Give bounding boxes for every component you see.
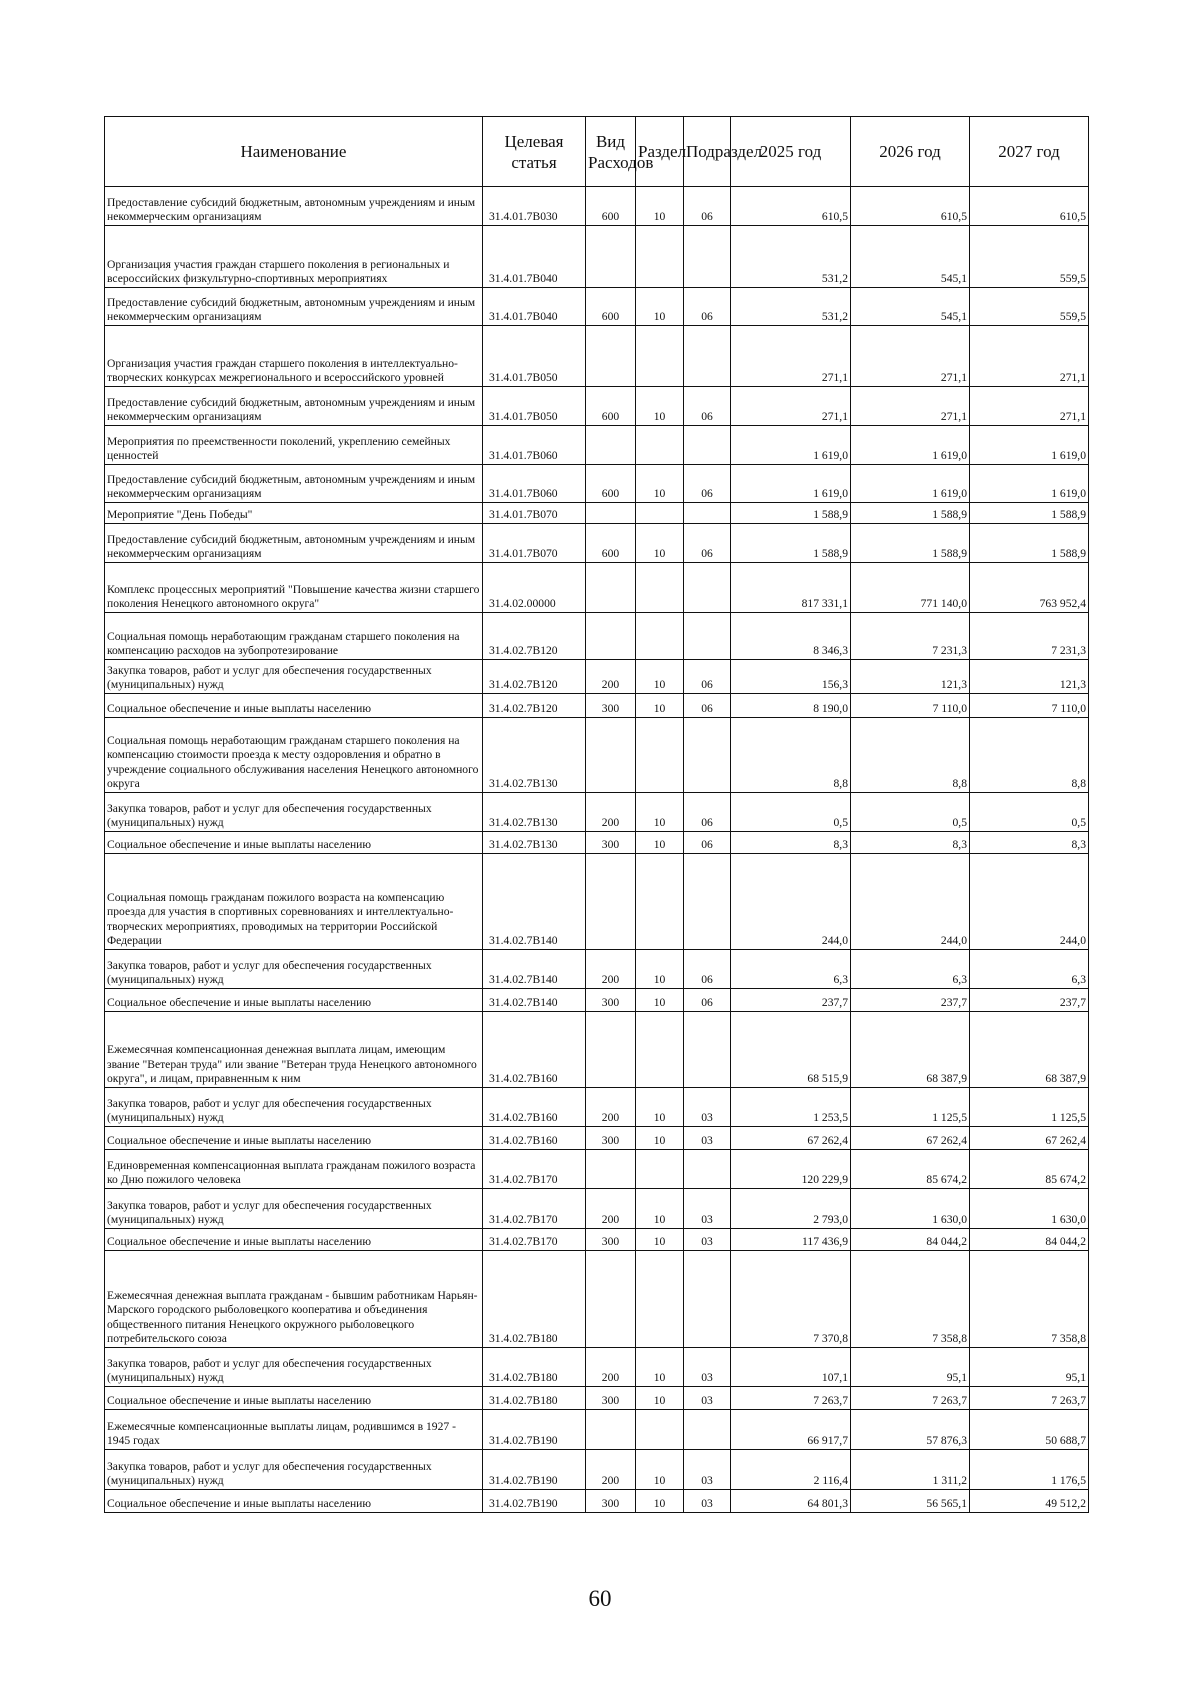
row-value-2027: 559,5	[970, 288, 1089, 326]
row-name: Мероприятие "День Победы"	[105, 503, 483, 524]
row-value-2025: 244,0	[731, 854, 851, 950]
table-row	[105, 563, 1089, 613]
row-name: Предоставление субсидий бюджетным, автономным учреждениям и иным некоммерческим организациям	[105, 288, 483, 326]
row-section: 10	[636, 1127, 684, 1150]
row-section: 10	[636, 524, 684, 563]
row-subsection	[684, 1150, 731, 1189]
row-section	[636, 563, 684, 613]
row-section: 10	[636, 989, 684, 1012]
table-row	[105, 1450, 1089, 1490]
table-row	[105, 1251, 1089, 1348]
row-name: Мероприятия по преемственности поколений, укреплению семейных ценностей	[105, 426, 483, 465]
row-value-2026: 271,1	[851, 387, 970, 426]
row-section: 10	[636, 1229, 684, 1251]
row-value-2026: 545,1	[851, 226, 970, 288]
row-value-2025: 64 801,3	[731, 1490, 851, 1513]
row-subsection: 03	[684, 1387, 731, 1410]
row-value-2025: 8 190,0	[731, 694, 851, 718]
row-value-2025: 237,7	[731, 989, 851, 1012]
row-value-2025: 117 436,9	[731, 1229, 851, 1251]
row-section	[636, 718, 684, 793]
header-2026: 2026 год	[851, 117, 970, 187]
row-target: 31.4.01.7В070	[483, 524, 586, 563]
row-expense-type: 200	[586, 1450, 636, 1490]
table-row	[105, 226, 1089, 288]
row-target: 31.4.02.7В120	[483, 660, 586, 694]
table-row	[105, 1189, 1089, 1229]
row-value-2027: 271,1	[970, 326, 1089, 387]
row-value-2026: 1 619,0	[851, 465, 970, 503]
row-subsection: 06	[684, 524, 731, 563]
row-value-2026: 271,1	[851, 326, 970, 387]
row-target: 31.4.02.7В120	[483, 694, 586, 718]
row-target: 31.4.02.7В160	[483, 1127, 586, 1150]
row-target: 31.4.02.7В130	[483, 793, 586, 832]
row-value-2025: 531,2	[731, 226, 851, 288]
row-subsection: 06	[684, 950, 731, 989]
row-subsection	[684, 1012, 731, 1088]
row-name: Единовременная компенсационная выплата гражданам пожилого возраста ко Дню пожилого человека	[105, 1150, 483, 1189]
row-expense-type: 300	[586, 694, 636, 718]
row-value-2026: 7 358,8	[851, 1251, 970, 1348]
table-row	[105, 187, 1089, 226]
row-value-2025: 1 588,9	[731, 503, 851, 524]
row-value-2026: 1 588,9	[851, 524, 970, 563]
row-subsection	[684, 1410, 731, 1450]
row-subsection: 03	[684, 1088, 731, 1127]
row-target: 31.4.01.7В060	[483, 426, 586, 465]
row-expense-type	[586, 326, 636, 387]
row-value-2027: 67 262,4	[970, 1127, 1089, 1150]
row-value-2025: 1 588,9	[731, 524, 851, 563]
table-row	[105, 989, 1089, 1012]
row-section: 10	[636, 950, 684, 989]
table-row	[105, 1490, 1089, 1513]
row-section	[636, 426, 684, 465]
row-expense-type	[586, 613, 636, 660]
row-value-2025: 8 346,3	[731, 613, 851, 660]
table-row	[105, 465, 1089, 503]
row-name: Организация участия граждан старшего поколения в региональных и всероссийских физкультурно-спортивных мероприятиях	[105, 226, 483, 288]
row-name: Закупка товаров, работ и услуг для обеспечения государственных (муниципальных) нужд	[105, 793, 483, 832]
row-section: 10	[636, 288, 684, 326]
row-section	[636, 854, 684, 950]
row-subsection: 06	[684, 387, 731, 426]
row-target: 31.4.02.7В160	[483, 1088, 586, 1127]
row-expense-type: 600	[586, 187, 636, 226]
header-section: Раздел	[636, 117, 684, 187]
row-value-2027: 8,3	[970, 832, 1089, 854]
row-name: Социальное обеспечение и иные выплаты населению	[105, 832, 483, 854]
row-value-2027: 6,3	[970, 950, 1089, 989]
header-target: Целевая статья	[483, 117, 586, 187]
table-row	[105, 660, 1089, 694]
row-name: Предоставление субсидий бюджетным, автономным учреждениям и иным некоммерческим организациям	[105, 524, 483, 563]
header-2025: 2025 год	[731, 117, 851, 187]
row-expense-type: 200	[586, 1088, 636, 1127]
row-name: Ежемесячная компенсационная денежная выплата лицам, имеющим звание "Ветеран труда" или звание "Ветеран труда Ненецкого автономного округа", и лицам, приравненным к ним	[105, 1012, 483, 1088]
row-value-2025: 2 116,4	[731, 1450, 851, 1490]
row-target: 31.4.02.7В190	[483, 1410, 586, 1450]
row-section	[636, 1410, 684, 1450]
row-target: 31.4.01.7В040	[483, 288, 586, 326]
row-name: Социальное обеспечение и иные выплаты населению	[105, 1387, 483, 1410]
row-name: Социальная помощь неработающим гражданам старшего поколения на компенсацию стоимости проезда к месту оздоровления и обратно в учреждение социального обслуживания населения Ненецкого автономного округа	[105, 718, 483, 793]
row-expense-type: 600	[586, 524, 636, 563]
row-value-2027: 50 688,7	[970, 1410, 1089, 1450]
row-value-2026: 121,3	[851, 660, 970, 694]
row-value-2025: 7 370,8	[731, 1251, 851, 1348]
table-row	[105, 326, 1089, 387]
row-name: Комплекс процессных мероприятий "Повышение качества жизни старшего поколения Ненецкого автономного округа"	[105, 563, 483, 613]
row-target: 31.4.02.7В180	[483, 1387, 586, 1410]
row-subsection: 03	[684, 1189, 731, 1229]
row-name: Закупка товаров, работ и услуг для обеспечения государственных (муниципальных) нужд	[105, 950, 483, 989]
row-value-2027: 1 630,0	[970, 1189, 1089, 1229]
row-name: Закупка товаров, работ и услуг для обеспечения государственных (муниципальных) нужд	[105, 1450, 483, 1490]
table-row	[105, 503, 1089, 524]
row-subsection: 06	[684, 989, 731, 1012]
row-value-2026: 56 565,1	[851, 1490, 970, 1513]
table-row	[105, 387, 1089, 426]
row-subsection	[684, 503, 731, 524]
row-expense-type: 200	[586, 793, 636, 832]
row-subsection	[684, 426, 731, 465]
row-target: 31.4.02.7В130	[483, 832, 586, 854]
row-value-2026: 771 140,0	[851, 563, 970, 613]
row-value-2026: 68 387,9	[851, 1012, 970, 1088]
row-subsection: 06	[684, 793, 731, 832]
row-subsection: 06	[684, 187, 731, 226]
row-value-2025: 67 262,4	[731, 1127, 851, 1150]
row-value-2027: 271,1	[970, 387, 1089, 426]
row-section: 10	[636, 1490, 684, 1513]
row-expense-type: 600	[586, 387, 636, 426]
table-row	[105, 1012, 1089, 1088]
row-expense-type: 300	[586, 832, 636, 854]
header-expense-type: Вид Расходов	[586, 117, 636, 187]
row-expense-type	[586, 563, 636, 613]
row-target: 31.4.01.7В030	[483, 187, 586, 226]
row-subsection: 03	[684, 1229, 731, 1251]
row-section: 10	[636, 1387, 684, 1410]
row-target: 31.4.02.7В160	[483, 1012, 586, 1088]
row-value-2026: 57 876,3	[851, 1410, 970, 1450]
row-target: 31.4.01.7В050	[483, 326, 586, 387]
row-name: Закупка товаров, работ и услуг для обеспечения государственных (муниципальных) нужд	[105, 660, 483, 694]
row-value-2025: 1 619,0	[731, 465, 851, 503]
row-expense-type	[586, 426, 636, 465]
table-row	[105, 613, 1089, 660]
row-expense-type	[586, 718, 636, 793]
table-row	[105, 426, 1089, 465]
row-section: 10	[636, 832, 684, 854]
row-value-2026: 1 630,0	[851, 1189, 970, 1229]
row-target: 31.4.01.7В060	[483, 465, 586, 503]
row-value-2025: 817 331,1	[731, 563, 851, 613]
row-name: Предоставление субсидий бюджетным, автономным учреждениям и иным некоммерческим организациям	[105, 187, 483, 226]
row-target: 31.4.02.7В170	[483, 1229, 586, 1251]
table-row	[105, 1088, 1089, 1127]
table-row	[105, 1348, 1089, 1387]
row-value-2025: 2 793,0	[731, 1189, 851, 1229]
row-section: 10	[636, 1088, 684, 1127]
row-target: 31.4.01.7В050	[483, 387, 586, 426]
row-value-2027: 1 125,5	[970, 1088, 1089, 1127]
row-name: Ежемесячные компенсационные выплаты лицам, родившимся в 1927 - 1945 годах	[105, 1410, 483, 1450]
row-target: 31.4.02.7В130	[483, 718, 586, 793]
table-body	[105, 187, 1089, 1513]
header-name: Наименование	[105, 117, 483, 187]
row-expense-type	[586, 1150, 636, 1189]
row-value-2026: 7 263,7	[851, 1387, 970, 1410]
row-subsection	[684, 718, 731, 793]
row-section	[636, 503, 684, 524]
row-section: 10	[636, 660, 684, 694]
row-expense-type	[586, 1012, 636, 1088]
row-subsection	[684, 563, 731, 613]
row-target: 31.4.02.7В190	[483, 1450, 586, 1490]
row-value-2026: 1 619,0	[851, 426, 970, 465]
budget-table	[104, 116, 1089, 1513]
row-subsection	[684, 226, 731, 288]
table-row	[105, 1229, 1089, 1251]
table-row	[105, 694, 1089, 718]
row-value-2027: 237,7	[970, 989, 1089, 1012]
row-name: Социальная помощь гражданам пожилого возраста на компенсацию проезда для участия в спортивных соревнованиях и интеллектуально-творческих мероприятиях, проводимых на территории Российской Федерации	[105, 854, 483, 950]
row-subsection: 03	[684, 1490, 731, 1513]
row-value-2027: 84 044,2	[970, 1229, 1089, 1251]
row-value-2025: 120 229,9	[731, 1150, 851, 1189]
row-target: 31.4.02.7В120	[483, 613, 586, 660]
row-subsection: 06	[684, 694, 731, 718]
row-name: Закупка товаров, работ и услуг для обеспечения государственных (муниципальных) нужд	[105, 1189, 483, 1229]
row-target: 31.4.01.7В070	[483, 503, 586, 524]
row-expense-type	[586, 503, 636, 524]
row-target: 31.4.02.7В140	[483, 989, 586, 1012]
row-expense-type: 200	[586, 1189, 636, 1229]
row-value-2025: 531,2	[731, 288, 851, 326]
row-expense-type: 300	[586, 989, 636, 1012]
row-expense-type	[586, 1410, 636, 1450]
row-value-2026: 610,5	[851, 187, 970, 226]
row-section	[636, 326, 684, 387]
row-expense-type: 300	[586, 1490, 636, 1513]
row-target: 31.4.02.7В140	[483, 950, 586, 989]
table-row	[105, 718, 1089, 793]
row-value-2027: 610,5	[970, 187, 1089, 226]
row-section: 10	[636, 387, 684, 426]
row-section	[636, 1012, 684, 1088]
row-expense-type: 600	[586, 465, 636, 503]
row-section: 10	[636, 694, 684, 718]
row-value-2026: 6,3	[851, 950, 970, 989]
row-target: 31.4.02.7В190	[483, 1490, 586, 1513]
row-value-2026: 1 311,2	[851, 1450, 970, 1490]
row-name: Закупка товаров, работ и услуг для обеспечения государственных (муниципальных) нужд	[105, 1348, 483, 1387]
row-expense-type: 600	[586, 288, 636, 326]
row-subsection: 03	[684, 1348, 731, 1387]
row-value-2026: 7 231,3	[851, 613, 970, 660]
row-section: 10	[636, 1450, 684, 1490]
table-row	[105, 1387, 1089, 1410]
row-section	[636, 1251, 684, 1348]
row-subsection	[684, 1251, 731, 1348]
row-section: 10	[636, 465, 684, 503]
row-section	[636, 226, 684, 288]
row-value-2025: 8,3	[731, 832, 851, 854]
row-subsection	[684, 613, 731, 660]
row-expense-type: 300	[586, 1127, 636, 1150]
row-name: Социальное обеспечение и иные выплаты населению	[105, 1490, 483, 1513]
row-name: Социальная помощь неработающим гражданам старшего поколения на компенсацию расходов на зубопротезирование	[105, 613, 483, 660]
row-value-2026: 7 110,0	[851, 694, 970, 718]
row-name: Социальное обеспечение и иные выплаты населению	[105, 694, 483, 718]
row-expense-type: 300	[586, 1387, 636, 1410]
row-value-2027: 0,5	[970, 793, 1089, 832]
row-value-2027: 7 110,0	[970, 694, 1089, 718]
row-value-2026: 1 125,5	[851, 1088, 970, 1127]
row-name: Ежемесячная денежная выплата гражданам - бывшим работникам Нарьян-Марского городского рыболовецкого кооператива и объединения общественного питания Ненецкого окружного рыболовецкого потребительского союза	[105, 1251, 483, 1348]
row-value-2027: 244,0	[970, 854, 1089, 950]
row-target: 31.4.02.7В170	[483, 1189, 586, 1229]
row-target: 31.4.02.00000	[483, 563, 586, 613]
row-section	[636, 1150, 684, 1189]
table-row	[105, 832, 1089, 854]
row-value-2027: 8,8	[970, 718, 1089, 793]
row-subsection: 06	[684, 832, 731, 854]
row-value-2027: 121,3	[970, 660, 1089, 694]
header-subsection: Подраздел	[684, 117, 731, 187]
row-value-2026: 0,5	[851, 793, 970, 832]
row-subsection	[684, 326, 731, 387]
row-name: Предоставление субсидий бюджетным, автономным учреждениям и иным некоммерческим организациям	[105, 387, 483, 426]
row-value-2025: 68 515,9	[731, 1012, 851, 1088]
table-row	[105, 950, 1089, 989]
row-value-2025: 156,3	[731, 660, 851, 694]
row-subsection: 06	[684, 660, 731, 694]
row-value-2026: 1 588,9	[851, 503, 970, 524]
row-value-2025: 610,5	[731, 187, 851, 226]
row-name: Организация участия граждан старшего поколения в интеллектуально-творческих конкурсах межрегионального и всероссийского уровней	[105, 326, 483, 387]
table-header	[105, 117, 1089, 187]
row-value-2027: 763 952,4	[970, 563, 1089, 613]
row-value-2027: 49 512,2	[970, 1490, 1089, 1513]
row-value-2025: 7 263,7	[731, 1387, 851, 1410]
row-subsection: 03	[684, 1127, 731, 1150]
row-value-2027: 68 387,9	[970, 1012, 1089, 1088]
row-expense-type	[586, 226, 636, 288]
page-number: 60	[588, 1586, 612, 1611]
row-value-2026: 67 262,4	[851, 1127, 970, 1150]
row-value-2027: 1 588,9	[970, 524, 1089, 563]
row-value-2025: 8,8	[731, 718, 851, 793]
row-section: 10	[636, 187, 684, 226]
row-value-2026: 8,8	[851, 718, 970, 793]
row-expense-type	[586, 1251, 636, 1348]
row-value-2027: 559,5	[970, 226, 1089, 288]
row-subsection: 06	[684, 288, 731, 326]
row-target: 31.4.02.7В170	[483, 1150, 586, 1189]
row-section: 10	[636, 1189, 684, 1229]
table-row	[105, 288, 1089, 326]
row-target: 31.4.02.7В180	[483, 1251, 586, 1348]
row-expense-type: 200	[586, 660, 636, 694]
row-value-2026: 85 674,2	[851, 1150, 970, 1189]
row-section: 10	[636, 1348, 684, 1387]
row-section: 10	[636, 793, 684, 832]
row-subsection	[684, 854, 731, 950]
row-subsection: 03	[684, 1450, 731, 1490]
row-subsection: 06	[684, 465, 731, 503]
row-value-2025: 107,1	[731, 1348, 851, 1387]
row-value-2027: 1 176,5	[970, 1450, 1089, 1490]
row-expense-type	[586, 854, 636, 950]
row-name: Социальное обеспечение и иные выплаты населению	[105, 1127, 483, 1150]
row-value-2025: 66 917,7	[731, 1410, 851, 1450]
row-value-2025: 1 619,0	[731, 426, 851, 465]
table-row	[105, 1150, 1089, 1189]
row-value-2026: 244,0	[851, 854, 970, 950]
row-value-2027: 7 358,8	[970, 1251, 1089, 1348]
row-expense-type: 200	[586, 950, 636, 989]
row-target: 31.4.01.7В040	[483, 226, 586, 288]
row-value-2026: 8,3	[851, 832, 970, 854]
row-name: Закупка товаров, работ и услуг для обеспечения государственных (муниципальных) нужд	[105, 1088, 483, 1127]
row-name: Социальное обеспечение и иные выплаты населению	[105, 989, 483, 1012]
row-value-2027: 95,1	[970, 1348, 1089, 1387]
row-expense-type: 300	[586, 1229, 636, 1251]
row-value-2027: 1 619,0	[970, 465, 1089, 503]
row-target: 31.4.02.7В180	[483, 1348, 586, 1387]
header-2027: 2027 год	[970, 117, 1089, 187]
row-value-2027: 1 619,0	[970, 426, 1089, 465]
row-value-2026: 95,1	[851, 1348, 970, 1387]
table-row	[105, 1410, 1089, 1450]
table-row	[105, 524, 1089, 563]
row-value-2027: 1 588,9	[970, 503, 1089, 524]
row-value-2027: 7 231,3	[970, 613, 1089, 660]
row-name: Предоставление субсидий бюджетным, автономным учреждениям и иным некоммерческим организациям	[105, 465, 483, 503]
row-value-2025: 271,1	[731, 326, 851, 387]
row-expense-type: 200	[586, 1348, 636, 1387]
row-value-2025: 6,3	[731, 950, 851, 989]
table-row	[105, 854, 1089, 950]
row-name: Социальное обеспечение и иные выплаты населению	[105, 1229, 483, 1251]
row-value-2027: 85 674,2	[970, 1150, 1089, 1189]
row-value-2026: 237,7	[851, 989, 970, 1012]
table-row	[105, 793, 1089, 832]
row-target: 31.4.02.7В140	[483, 854, 586, 950]
row-section	[636, 613, 684, 660]
row-value-2025: 271,1	[731, 387, 851, 426]
row-value-2025: 0,5	[731, 793, 851, 832]
row-value-2026: 84 044,2	[851, 1229, 970, 1251]
table-row	[105, 1127, 1089, 1150]
row-value-2027: 7 263,7	[970, 1387, 1089, 1410]
row-value-2025: 1 253,5	[731, 1088, 851, 1127]
row-value-2026: 545,1	[851, 288, 970, 326]
